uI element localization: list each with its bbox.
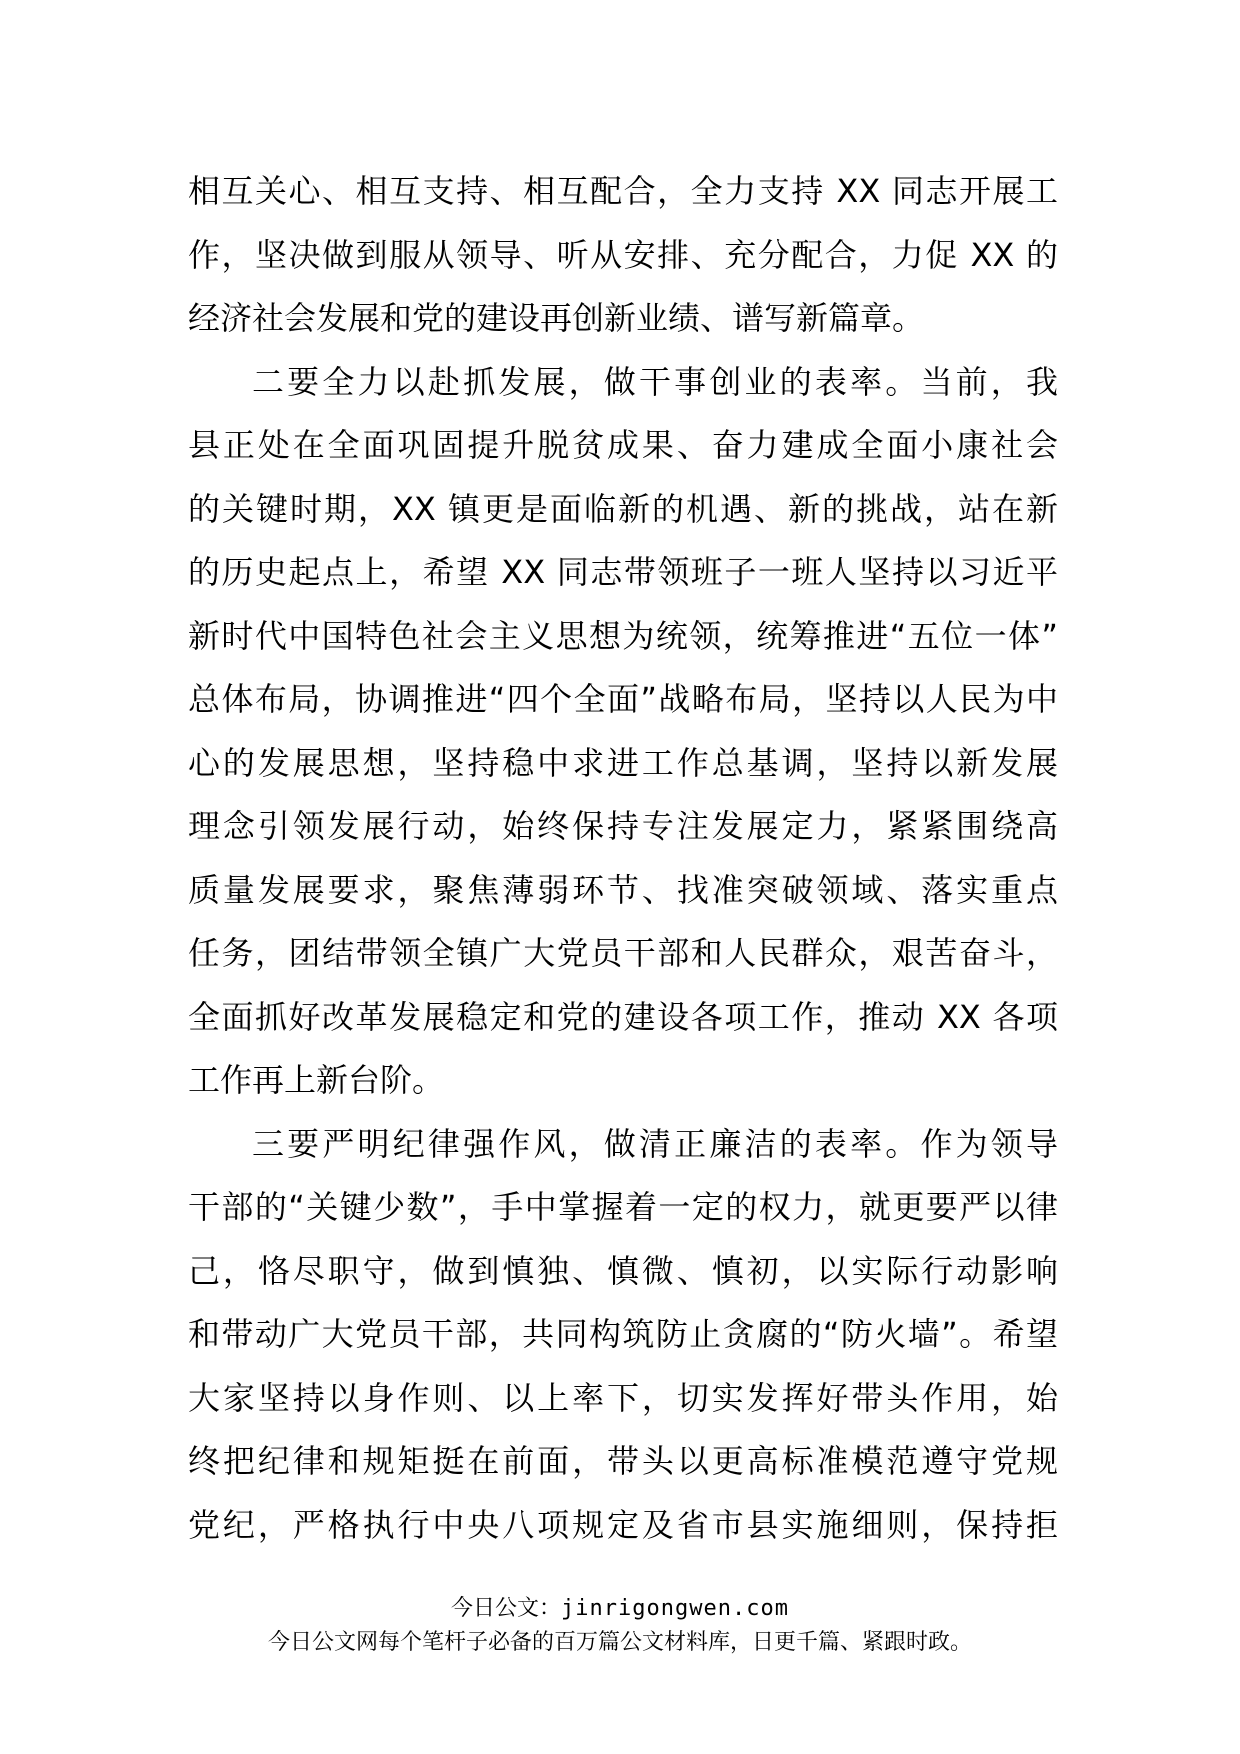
text-line: 全面抓好改革发展稳定和党的建设各项工作，推动 XX 各项 [188, 997, 1058, 1036]
document-body [188, 160, 1058, 1557]
paragraph-start-line: 二要全力以赴抓发展，做干事创业的表率。当前，我 [252, 362, 1058, 401]
text-line: 干部的“关键少数”，手中掌握着一定的权力，就更要严以律 [188, 1188, 1058, 1226]
footer-site-url[interactable]: jinrigongwen.com [561, 1596, 789, 1621]
text-line: 县正处在全面巩固提升脱贫成果、奋力建成全面小康社会 [188, 426, 1058, 464]
text-line: 总体布局，协调推进“四个全面”战略布局，坚持以人民为中 [188, 680, 1058, 718]
footer-site [0, 1594, 1240, 1624]
text-line: 的关键时期，XX 镇更是面临新的机遇、新的挑战，站在新 [188, 489, 1058, 528]
text-line: 理念引领发展行动，始终保持专注发展定力，紧紧围绕高 [188, 807, 1058, 845]
text-line: 己，恪尽职守，做到慎独、慎微、慎初，以实际行动影响 [188, 1251, 1058, 1290]
text-line: 终把纪律和规矩挺在前面，带头以更高标准模范遵守党规 [188, 1442, 1058, 1480]
paragraph-start-line: 三要严明纪律强作风，做清正廉洁的表率。作为领导 [252, 1124, 1058, 1163]
text-line: 大家坚持以身作则、以上率下，切实发挥好带头作用，始 [188, 1378, 1058, 1417]
text-line: 任务，团结带领全镇广大党员干部和人民群众，艰苦奋斗， [188, 934, 1058, 972]
text-line: 新时代中国特色社会主义思想为统领，统筹推进“五位一体” [188, 616, 1058, 655]
text-line: 党纪，严格执行中央八项规定及省市县实施细则，保持拒 [188, 1505, 1058, 1544]
text-line: 心的发展思想，坚持稳中求进工作总基调，坚持以新发展 [188, 743, 1058, 782]
text-line: 作，坚决做到服从领导、听从安排、充分配合，力促 XX 的 [188, 235, 1058, 274]
footer-slogan: 今日公文网每个笔杆子必备的百万篇公文材料库，日更千篇、紧跟时政。 [267, 1630, 972, 1655]
text-line: 相互关心、相互支持、相互配合，全力支持 XX 同志开展工 [188, 172, 1058, 210]
footer-site-label: 今日公文： [451, 1596, 562, 1621]
text-line: 工作再上新台阶。 [188, 1061, 445, 1099]
text-line: 经济社会发展和党的建设再创新业绩、谱写新篇章。 [188, 299, 925, 337]
text-line: 的历史起点上，希望 XX 同志带领班子一班人坚持以习近平 [188, 553, 1058, 591]
text-line: 质量发展要求，聚焦薄弱环节、找准突破领域、落实重点 [188, 870, 1058, 909]
text-line: 和带动广大党员干部，共同构筑防止贪腐的“防火墙”。希望 [188, 1315, 1058, 1353]
